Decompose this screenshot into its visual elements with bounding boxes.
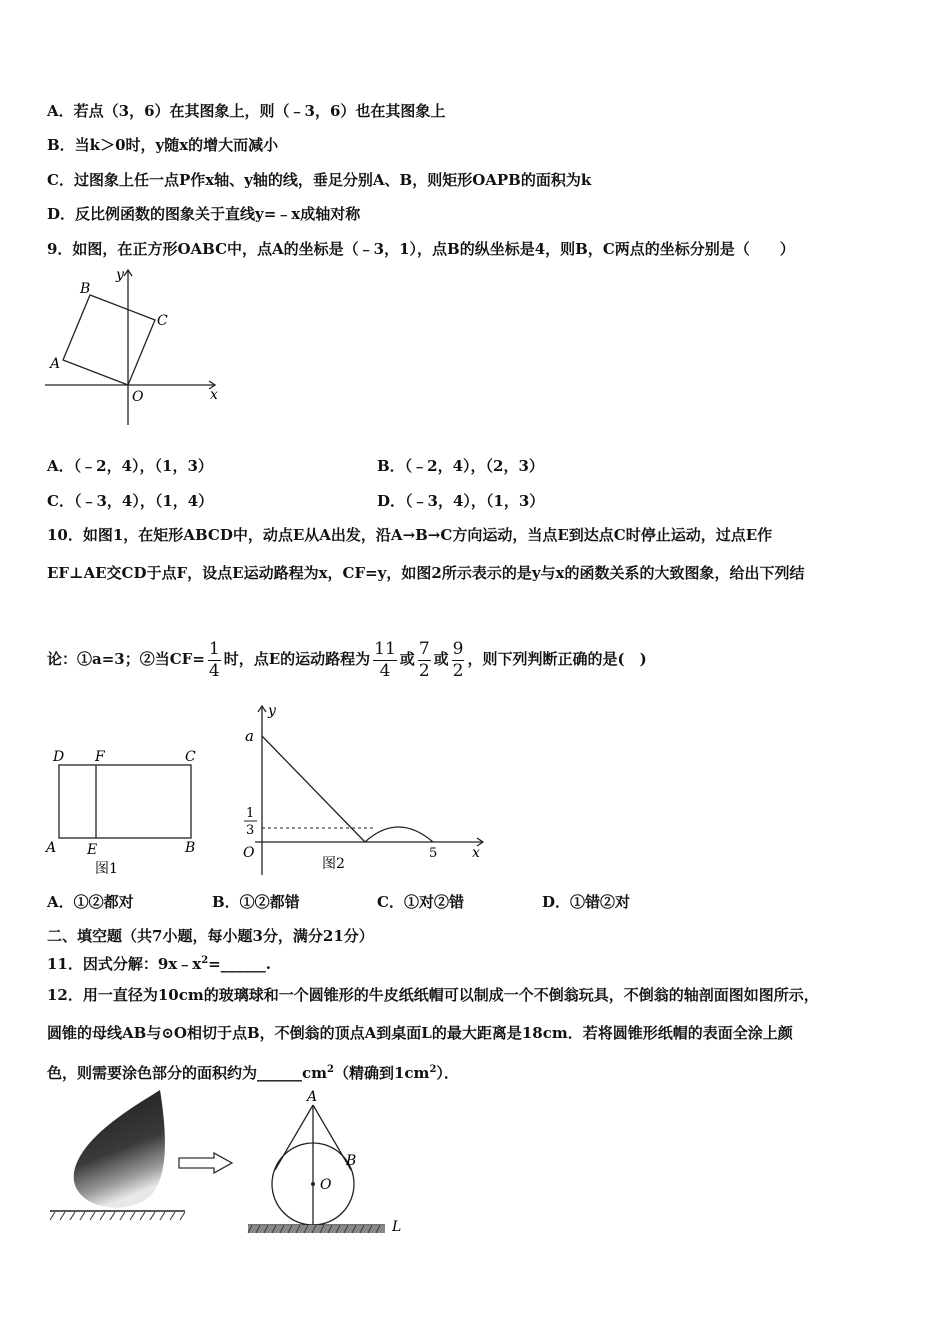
q10-frac3-num: 7 xyxy=(418,638,430,659)
q10-option-a: A．①②都对 xyxy=(47,893,134,911)
q10-line1: 10．如图1，在矩形ABCD中，动点E从A出发，沿A→B→C方向运动，当点E到达点C时停止运动，过点E作 xyxy=(47,526,773,544)
q9-label-b: B xyxy=(80,281,91,297)
q9-label-a: A xyxy=(50,356,61,372)
fig1-label-a: A xyxy=(46,840,57,856)
fig2-label-5: 5 xyxy=(429,846,438,861)
q10-frac4-den: 2 xyxy=(452,660,464,681)
q12-line1: 12．用一直径为10cm的玻璃球和一个圆锥形的牛皮纸纸帽可以制成一个不倒翁玩具，不倒翁的轴剖面图如图所示， xyxy=(47,986,819,1004)
q10-frac4-num: 9 xyxy=(452,638,464,659)
q12-arrow-icon xyxy=(178,1152,234,1174)
q10-line3-start: 论：①a=3；②当CF= xyxy=(47,650,205,668)
q12-sup1: 2 xyxy=(327,1064,334,1075)
fig2-label-x: x xyxy=(472,845,480,861)
q12-line2: 圆锥的母线AB与⊙O相切于点B，不倒翁的顶点A到桌面L的最大距离是18cm．若将圆锥形纸帽的表面全涂上颜 xyxy=(47,1024,793,1042)
q10-fraction-seven-halves xyxy=(418,639,431,682)
q10-frac2-num: 11 xyxy=(374,638,396,659)
q10-or-1: 或 xyxy=(399,650,415,668)
fig2-label-a: a xyxy=(245,727,254,745)
fig1-label-e: E xyxy=(87,842,98,858)
q10-frac1-den: 4 xyxy=(208,660,220,681)
q10-line3-mid: 时，点E的运动路程为 xyxy=(223,650,371,668)
q12-label-l: L xyxy=(392,1219,402,1235)
q10-fraction-eleven-quarters xyxy=(373,639,397,682)
q11-sup: 2 xyxy=(201,955,209,966)
fig1-label-b: B xyxy=(185,840,196,856)
fig2-label-y: y xyxy=(268,703,276,719)
q8-option-b: B．当k＞0时，y随x的增大而减小 xyxy=(47,136,279,154)
q10-line3 xyxy=(47,625,647,693)
q10-frac1-num: 1 xyxy=(208,638,220,659)
q9-label-o: O xyxy=(132,389,144,405)
q12-line3-start: 色，则需要涂色部分的面积约为______cm xyxy=(47,1064,328,1082)
q12-line3-mid: （精确到1cm xyxy=(333,1064,430,1082)
q9-option-b: B．（﹣2，4），（2，3） xyxy=(377,457,544,475)
q12-line3 xyxy=(47,1060,459,1083)
q10-line2: EF⊥AE交CD于点F，设点E运动路程为x，CF=y，如图2所示表示的是y与x的函数关系的大致图象，给出下列结 xyxy=(47,564,805,582)
q12-sup2: 2 xyxy=(429,1064,437,1075)
q9-label-c: C xyxy=(157,313,168,329)
q11-rest: =______. xyxy=(208,955,271,973)
q10-frac2-den: 4 xyxy=(379,660,391,681)
q12-figure xyxy=(240,1088,410,1238)
q10-frac3-den: 2 xyxy=(418,660,430,681)
fig1-label-c: C xyxy=(185,749,196,765)
q12-line3-end: ）． xyxy=(436,1064,459,1082)
q10-option-b: B．①②都错 xyxy=(212,893,300,911)
q8-option-d: D．反比例函数的图象关于直线y=﹣x成轴对称 xyxy=(47,205,361,223)
q9-stem: 9．如图，在正方形OABC中，点A的坐标是（﹣3，1），点B的纵坐标是4，则B，C两点的坐标分别是（ ） xyxy=(47,240,795,258)
q10-or-2: 或 xyxy=(433,650,449,668)
q8-option-a: A．若点（3，6）在其图象上，则（﹣3，6）也在其图象上 xyxy=(47,102,446,120)
q12-toy-photo xyxy=(45,1088,195,1223)
q9-option-d: D．（﹣3，4），（1，3） xyxy=(377,492,545,510)
fig2-label-o: O xyxy=(243,845,255,861)
q10-option-c: C．①对②错 xyxy=(377,893,464,911)
q9-label-y: y xyxy=(116,267,124,283)
q10-line3-end: ，则下列判断正确的是( ) xyxy=(467,650,647,668)
q12-label-o: O xyxy=(320,1177,332,1193)
q8-option-c: C．过图象上任一点P作x轴、y轴的线，垂足分别A、B，则矩形OAPB的面积为k xyxy=(47,171,592,189)
fig1-caption: 图1 xyxy=(95,861,118,877)
fig1-label-d: D xyxy=(53,749,65,765)
q10-figure-2 xyxy=(235,700,490,880)
fig2-caption: 图2 xyxy=(322,856,345,872)
q9-option-c: C．（﹣3，4），（1，4） xyxy=(47,492,214,510)
section-2-heading: 二、填空题（共7小题，每小题3分，满分21分） xyxy=(47,927,374,945)
q9-label-x: x xyxy=(210,387,218,403)
q9-figure xyxy=(45,265,230,430)
q10-figure-1 xyxy=(40,740,210,880)
fig2-third-num: 1 xyxy=(246,806,255,821)
fig2-third-den: 3 xyxy=(246,823,255,838)
q11 xyxy=(47,951,271,974)
q10-option-d: D．①错②对 xyxy=(542,893,631,911)
q10-fraction-one-quarter xyxy=(208,639,221,682)
q12-label-a: A xyxy=(307,1089,318,1105)
q10-fraction-nine-halves xyxy=(452,639,465,682)
q9-option-a: A．（﹣2，4），（1，3） xyxy=(47,457,213,475)
q12-label-b: B xyxy=(346,1153,357,1169)
q11-text: 11．因式分解：9x﹣x xyxy=(47,955,202,973)
fig1-label-f: F xyxy=(95,749,105,765)
